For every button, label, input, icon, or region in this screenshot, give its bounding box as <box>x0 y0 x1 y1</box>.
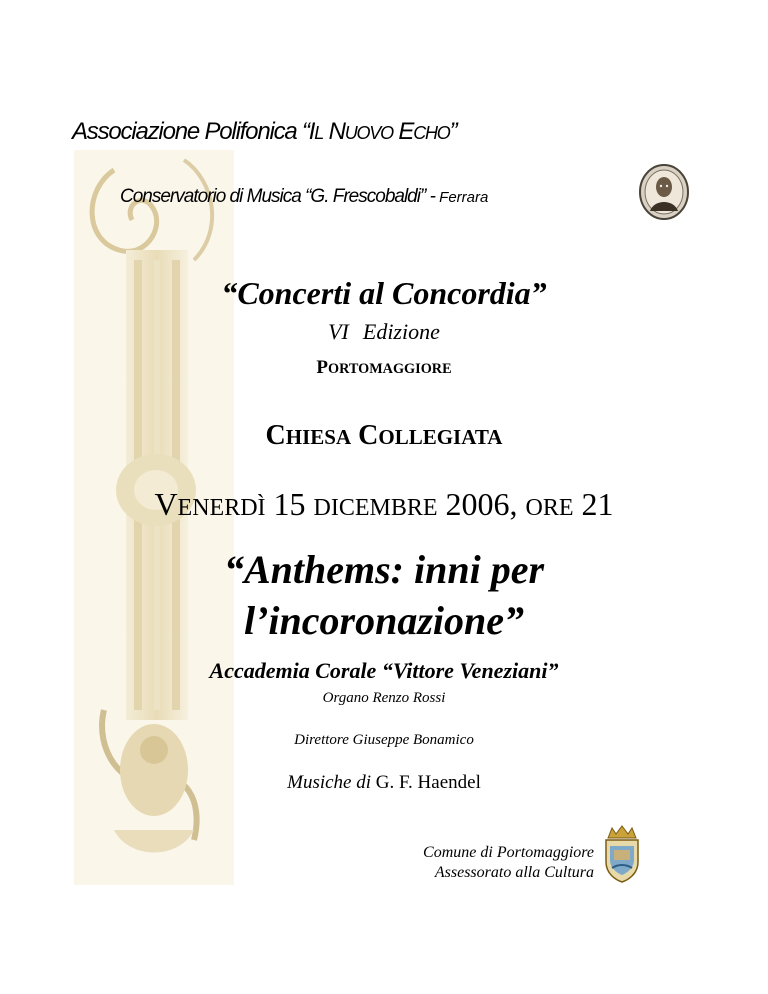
frescobaldi-portrait-medallion <box>638 163 690 221</box>
venue-name: CHIESA COLLEGIATA <box>265 420 503 451</box>
conservatory-name: Conservatorio di Musica “G. Frescobaldi” - Ferrara <box>120 186 489 207</box>
edition-label: VI Edizione <box>328 319 440 344</box>
event-date-time: VENERDÌ 15 DICEMBRE 2006, ORE 21 <box>154 486 614 522</box>
conductor-credit: Direttore Giuseppe Bonamico <box>294 732 474 748</box>
association-name: Associazione Polifonica “IL NUOVO ECHO” <box>72 118 457 145</box>
municipality-name: Comune di Portomaggiore <box>423 844 594 861</box>
concert-title-line1: “Anthems: inni per <box>223 547 545 592</box>
composer-credit: Musiche di G. F. Haendel <box>287 772 481 793</box>
department-name: Assessorato alla Cultura <box>434 864 594 881</box>
choir-name: Accademia Corale “Vittore Veneziani” <box>209 658 559 683</box>
town-name: PORTOMAGGIORE <box>316 357 452 378</box>
concert-title-line2: l’incoronazione” <box>243 598 525 643</box>
series-title: “Concerti al Concordia” <box>221 275 547 311</box>
organist-credit: Organo Renzo Rossi <box>322 690 446 706</box>
municipal-coat-of-arms-icon <box>600 824 644 884</box>
